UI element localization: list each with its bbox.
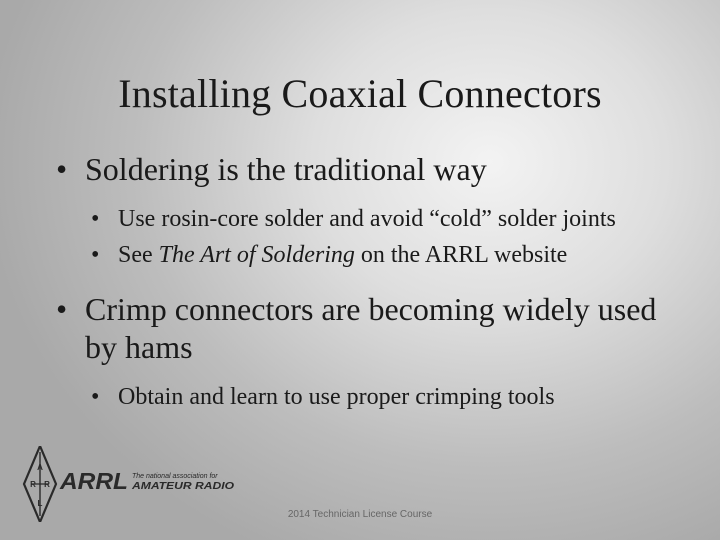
book-title: The Art of Soldering	[158, 242, 355, 268]
sub-bullet-text-after: on the ARRL website	[354, 242, 568, 268]
bullet-dot: •	[91, 206, 100, 232]
bullet-dot: •	[91, 242, 100, 268]
logo-tagline-bold: AMATEUR RADIO	[130, 481, 235, 492]
bullet-dot: •	[56, 291, 68, 327]
bullet-soldering	[56, 150, 676, 188]
sub-bullet-rosin	[56, 204, 676, 234]
sub-bullet-text-before: See	[118, 242, 159, 268]
logo-diamond-letter: R	[30, 480, 36, 489]
footer-text: 2014 Technician License Course	[287, 509, 433, 520]
logo-diamond-letter: A	[37, 463, 43, 472]
bullet-crimp	[56, 290, 676, 366]
sub-bullet-art-of-soldering	[56, 240, 676, 270]
logo-wordmark: ARRL	[58, 468, 128, 494]
slide-title: Installing Coaxial Connectors	[118, 71, 602, 116]
bullet-dot: •	[56, 151, 68, 187]
bullet-dot: •	[91, 384, 100, 410]
logo-tagline: The national association for	[132, 473, 218, 480]
sub-bullet-text: Obtain and learn to use proper crimping tools	[118, 384, 555, 410]
logo-diamond-letter: R	[44, 480, 50, 489]
bullet-text: Crimp connectors are becoming widely used by hams	[85, 291, 657, 365]
sub-bullet-crimping-tools	[56, 382, 676, 412]
sub-bullet-text: Use rosin-core solder and avoid “cold” solder joints	[118, 206, 616, 232]
bullet-text: Soldering is the traditional way	[85, 151, 487, 187]
bullet-list	[56, 150, 676, 412]
logo-diamond-letter: L	[37, 499, 43, 508]
